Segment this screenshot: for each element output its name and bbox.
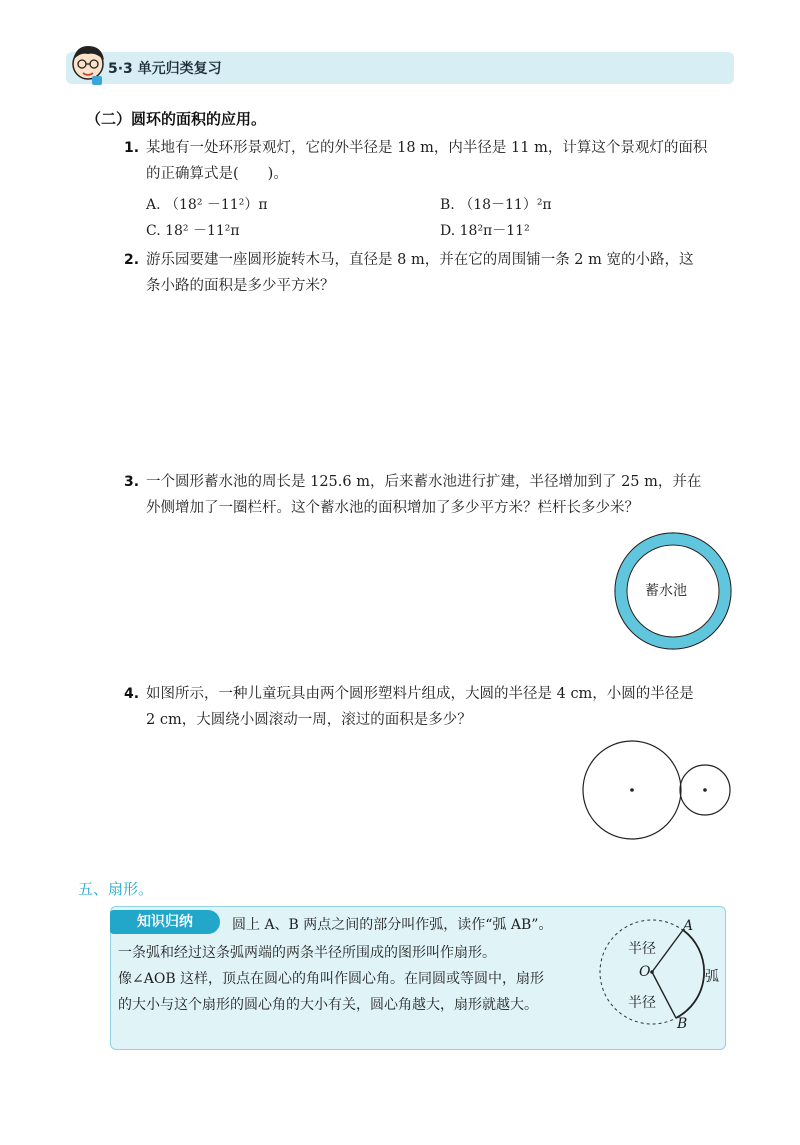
header-title: 5·3 单元归类复习: [108, 61, 222, 77]
question-3-line1: 一个圆形蓄水池的周长是 125.6 m，后来蓄水池进行扩建，半径增加到了 25 m，并在: [146, 474, 702, 490]
arc-label: 弧: [705, 969, 719, 985]
center-o-label: O: [639, 964, 651, 980]
question-2-number: 2.: [124, 252, 140, 268]
question-3-number: 3.: [124, 474, 140, 490]
question-1-line1: 某地有一处环形景观灯，它的外半径是 18 m，内半径是 11 m，计算这个景观灯的面积: [146, 140, 708, 156]
radius-bottom-label: 半径: [628, 995, 656, 1011]
two-circles-figure: [580, 738, 740, 842]
knowledge-line-4: 的大小与这个扇形的圆心角的大小有关，圆心角越大，扇形就越大。: [118, 997, 538, 1013]
sector-figure: [590, 910, 720, 1040]
question-2-line2: 条小路的面积是多少平方米？: [146, 278, 335, 294]
question-4-line2: 2 cm，大圆绕小圆滚动一周，滚过的面积是多少？: [146, 712, 472, 728]
knowledge-line-1: 圆上 A、B 两点之间的部分叫作弧，读作“弧 AB”。: [232, 917, 553, 933]
point-a-label: A: [683, 918, 694, 934]
radius-top-label: 半径: [628, 941, 656, 957]
section-5-title: 五、扇形。: [78, 880, 154, 898]
question-3-line2: 外侧增加了一圈栏杆。这个蓄水池的面积增加了多少平方米？栏杆长多少米？: [146, 500, 639, 516]
knowledge-line-3: 像∠AOB 这样，顶点在圆心的角叫作圆心角。在同圆或等圆中，扇形: [118, 971, 545, 987]
knowledge-line-2: 一条弧和经过这条弧两端的两条半径所围成的图形叫作扇形。: [118, 945, 496, 961]
question-1-option-a[interactable]: A. （18² －11²）π: [146, 197, 268, 213]
section-title: （二）圆环的面积的应用。: [86, 110, 267, 128]
question-4-number: 4.: [124, 686, 140, 702]
question-1-option-b[interactable]: B. （18－11）²π: [440, 197, 552, 213]
question-1-option-c[interactable]: C. 18² －11²π: [146, 223, 240, 239]
mascot-icon: [66, 40, 110, 88]
knowledge-tag: 知识归纳: [110, 910, 220, 934]
pool-label: 蓄水池: [645, 583, 687, 599]
question-1-number: 1.: [124, 140, 140, 156]
question-4-line1: 如图所示，一种儿童玩具由两个圆形塑料片组成，大圆的半径是 4 cm，小圆的半径是: [146, 686, 694, 702]
question-1-option-d[interactable]: D. 18²π－11²: [440, 223, 530, 239]
point-b-label: B: [677, 1016, 688, 1032]
question-1-line2: 的正确算式是( )。: [146, 166, 288, 182]
question-2-line1: 游乐园要建一座圆形旋转木马，直径是 8 m，并在它的周围铺一条 2 m 宽的小路，这: [146, 252, 694, 268]
